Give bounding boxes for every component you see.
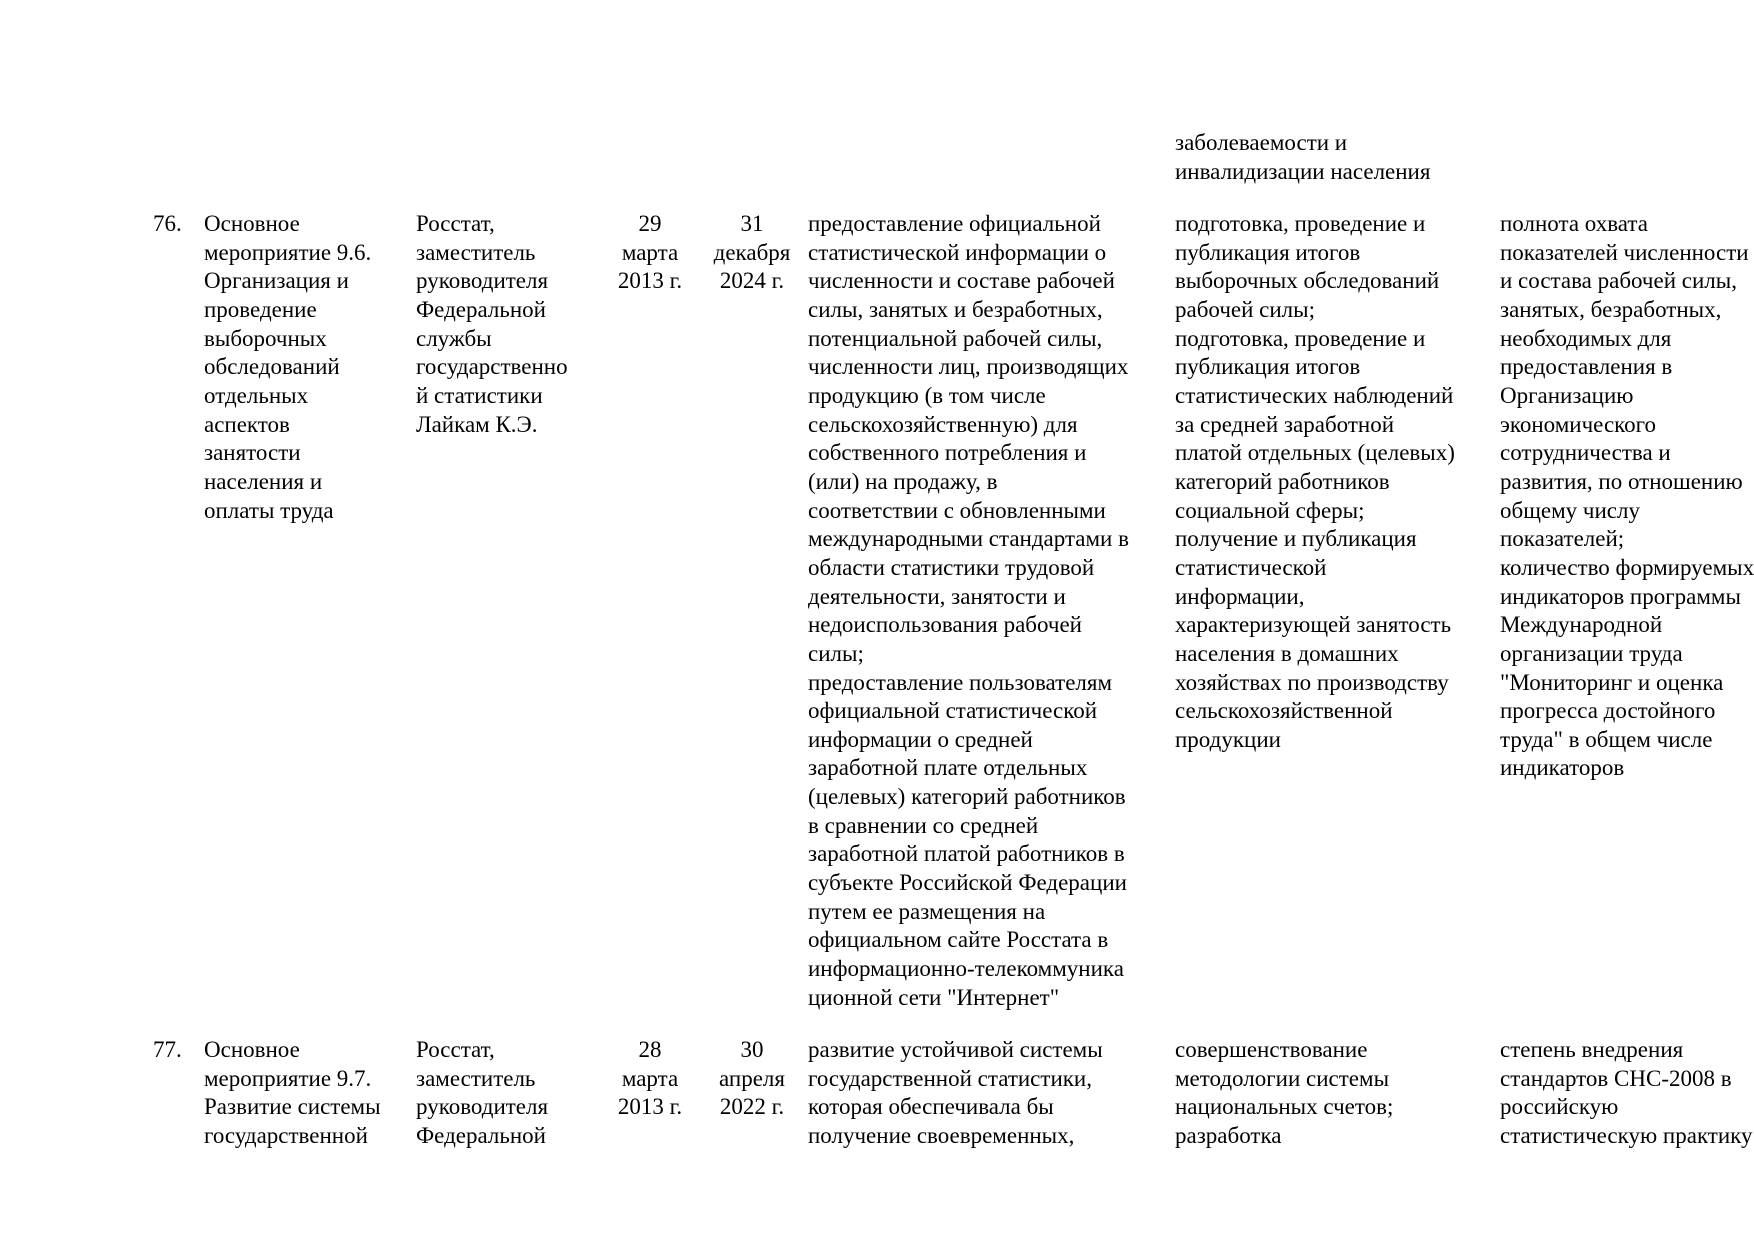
event-name: Основное мероприятие 9.7. Развитие системы государственной xyxy=(204,1037,381,1148)
end-date: 30 апреля 2022 г. xyxy=(719,1037,785,1120)
indicators: полнота охвата показателей численности и состава рабочей силы, занятых, безработных, необходимых для предоставления в Организацию экономического сотрудничества и развития, по отношению общему числу показателей; количество формируемых индикаторов программы Международной организации труда "Мониторинг и оценка прогресса достойного труда" в общем числе индикаторов xyxy=(1500,211,1754,781)
start-date: 28 марта 2013 г. xyxy=(617,1037,683,1120)
start-date: 29 марта 2013 г. xyxy=(617,211,683,294)
event-name: Основное мероприятие 9.6. Организация и проведение выборочных обследований отдельных аспектов занятости населения и оплаты труда xyxy=(204,211,372,523)
row-number: 77. xyxy=(153,1037,182,1062)
prev-row-results: заболеваемости и инвалидизации населения xyxy=(1175,130,1431,184)
row-number: 76. xyxy=(153,211,182,236)
expected-result: предоставление официальной статистической информации о численности и составе рабочей силы, занятых и безработных, потенциальной рабочей силы, численности лиц, производящих продукцию (в том числе сельскохозяйственную) для собственного потребления и (или) на продажу, в соответствии с обновленными международными стандартами в области статистики трудовой деятельности, занятости и недоиспользования рабочей силы; предоставление пользователям официальной статистической информации о средней заработной плате отдельных (целевых) категорий работников в сравнении со средней заработной платой работников в субъекте Российской Федерации путем ее размещения на официальном сайте Росстата в информационно-телекоммуника ционной сети "Интернет" xyxy=(808,211,1129,1010)
indicators: степень внедрения стандартов СНС-2008 в российскую статистическую практику xyxy=(1500,1037,1753,1148)
end-date: 31 декабря 2024 г. xyxy=(713,211,791,294)
executor: Росстат, заместитель руководителя Федеральной xyxy=(416,1037,549,1148)
main-directions: подготовка, проведение и публикация итогов выборочных обследований рабочей силы; подготовка, проведение и публикация итогов статистических наблюдений за средней заработной платой отдельных (целевых) категорий работников социальной сферы; получение и публикация статистической информации, характеризующей занятость населения в домашних хозяйствах по производству сельскохозяйственной продукции xyxy=(1175,211,1455,752)
expected-result: развитие устойчивой системы государственной статистики, которая обеспечивала бы получение своевременных, xyxy=(808,1037,1103,1148)
executor: Росстат, заместитель руководителя Федеральной службы государственно й статистики Лайкам К.Э. xyxy=(416,211,568,437)
main-directions: совершенствование методологии системы национальных счетов; разработка xyxy=(1175,1037,1394,1148)
